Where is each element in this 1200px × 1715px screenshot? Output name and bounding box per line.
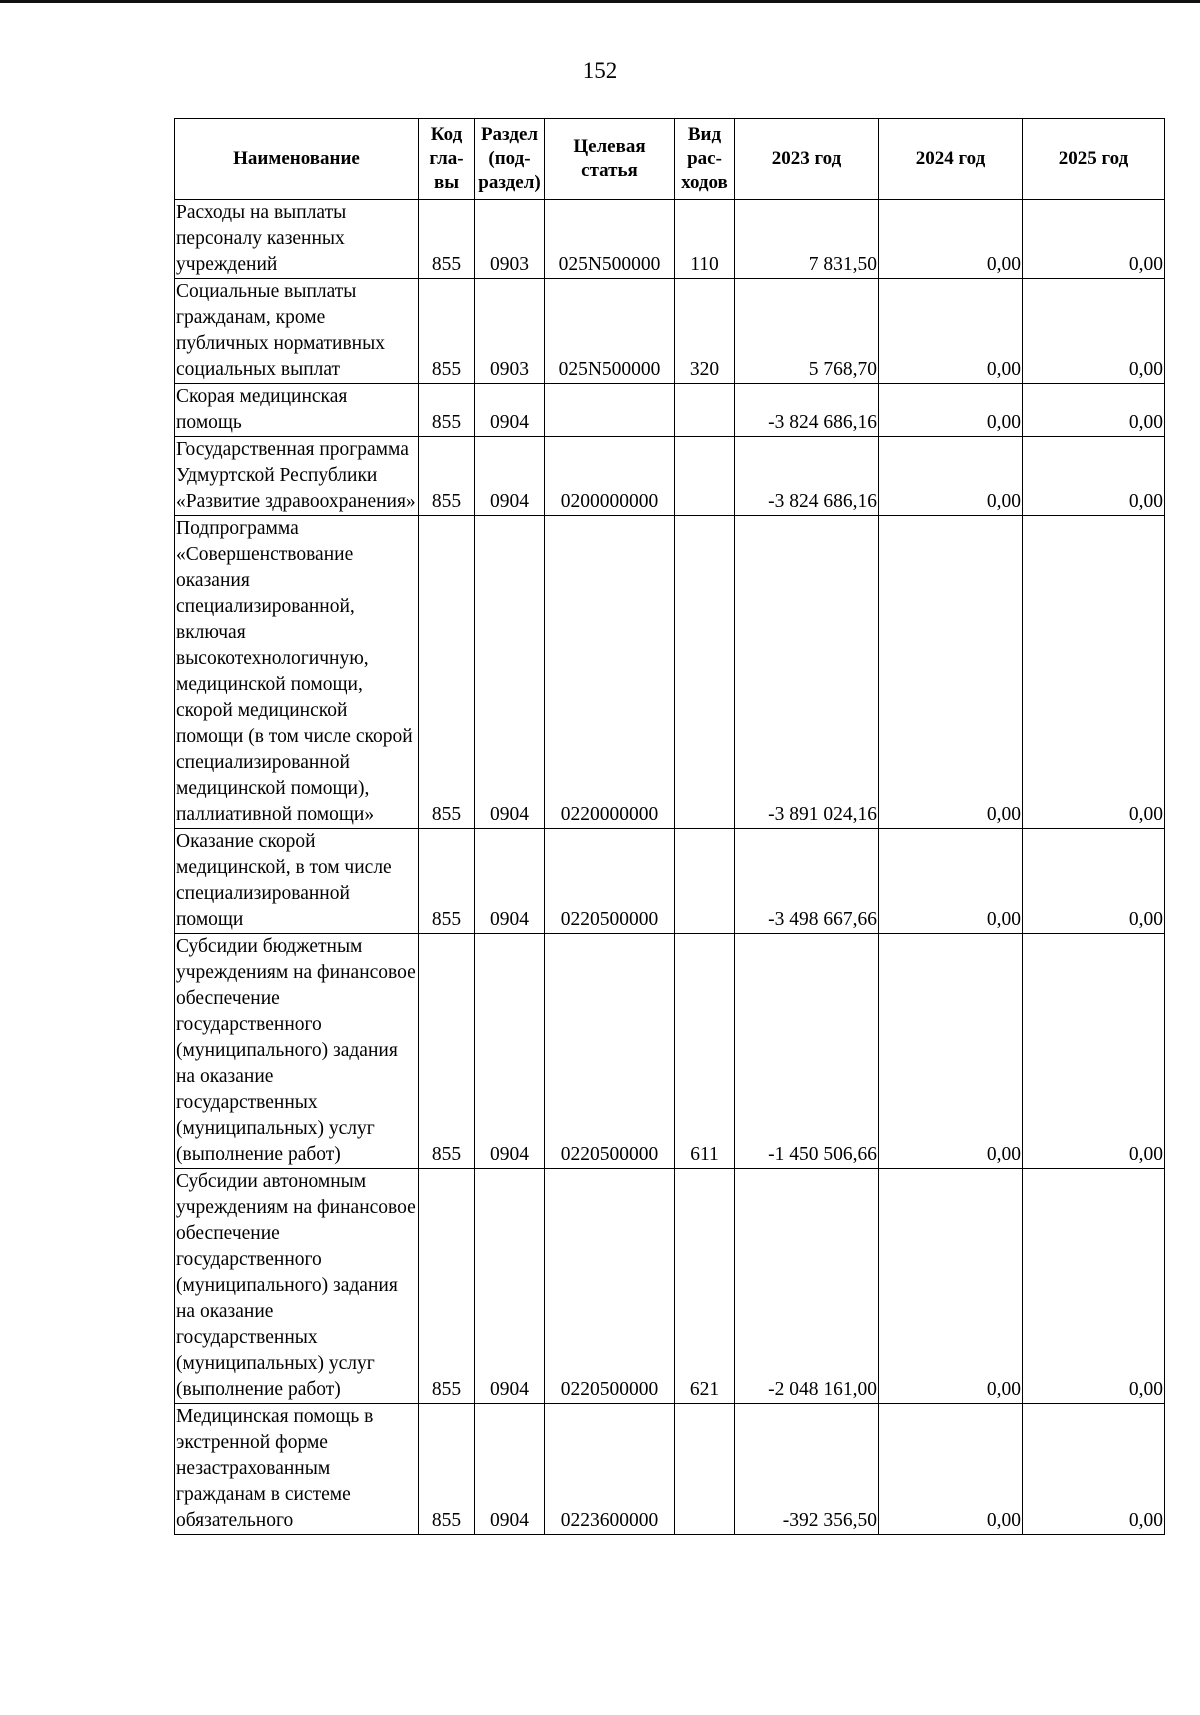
row-section: 0904 (475, 384, 545, 437)
row-expense-type (675, 1404, 735, 1535)
row-chapter-code: 855 (419, 1169, 475, 1404)
header-target-article-line-1: Целевая (573, 136, 646, 157)
row-name: Медицинская помощь в экстренной форме незастрахованным гражданам в системе обязательного (175, 1404, 419, 1535)
row-amount-2025: 0,00 (1023, 1404, 1165, 1535)
row-target-article: 0220000000 (545, 516, 675, 829)
row-amount-2024: 0,00 (879, 437, 1023, 516)
row-chapter-code: 855 (419, 200, 475, 279)
row-target-article: 0220500000 (545, 934, 675, 1169)
header-expense-type-line-3: ходов (681, 172, 728, 193)
row-expense-type (675, 384, 735, 437)
row-section: 0904 (475, 1169, 545, 1404)
row-name: Подпрограмма «Совершенствование оказания специализированной, включая высокотехнологичную, медицинской помощи, скорой медицинской помощи (в том числе скорой специализированной медицинской помощи), паллиативной помощи» (175, 516, 419, 829)
row-section: 0904 (475, 516, 545, 829)
header-section-line-2: (под- (488, 148, 531, 169)
row-expense-type (675, 437, 735, 516)
row-section: 0904 (475, 437, 545, 516)
header-expense-type-line-1: Вид (687, 124, 722, 145)
row-chapter-code: 855 (419, 279, 475, 384)
row-amount-2023: 5 768,70 (735, 279, 879, 384)
table-row (175, 384, 1165, 437)
header-2023: 2023 год (735, 119, 879, 200)
budget-table (174, 118, 1165, 1535)
row-amount-2025: 0,00 (1023, 934, 1165, 1169)
header-section (475, 119, 545, 200)
row-expense-type: 611 (675, 934, 735, 1169)
row-amount-2025: 0,00 (1023, 437, 1165, 516)
row-chapter-code: 855 (419, 829, 475, 934)
row-section: 0904 (475, 1404, 545, 1535)
row-amount-2023: 7 831,50 (735, 200, 879, 279)
row-amount-2025: 0,00 (1023, 1169, 1165, 1404)
row-name: Государственная программа Удмуртской Республики «Развитие здравоохранения» (175, 437, 419, 516)
table-row (175, 516, 1165, 829)
table-row (175, 437, 1165, 516)
row-amount-2024: 0,00 (879, 829, 1023, 934)
row-expense-type: 621 (675, 1169, 735, 1404)
row-amount-2023: -392 356,50 (735, 1404, 879, 1535)
page-number: 152 (582, 58, 618, 83)
row-section: 0903 (475, 200, 545, 279)
row-chapter-code: 855 (419, 437, 475, 516)
table-row (175, 1169, 1165, 1404)
row-amount-2024: 0,00 (879, 279, 1023, 384)
header-chapter-code-line-3: вы (433, 172, 460, 193)
row-amount-2025: 0,00 (1023, 279, 1165, 384)
row-chapter-code: 855 (419, 934, 475, 1169)
row-target-article: 0200000000 (545, 437, 675, 516)
row-amount-2024: 0,00 (879, 384, 1023, 437)
row-target-article: 0220500000 (545, 1169, 675, 1404)
header-chapter-code-line-1: Код (430, 124, 463, 145)
header-target-article-line-2: статья (581, 160, 638, 181)
row-amount-2025: 0,00 (1023, 516, 1165, 829)
header-chapter-code-line-2: гла- (429, 148, 464, 169)
header-2024: 2024 год (879, 119, 1023, 200)
header-target-article (545, 119, 675, 200)
scan-top-edge (0, 0, 1200, 3)
table-row (175, 934, 1165, 1169)
row-amount-2024: 0,00 (879, 200, 1023, 279)
table-row (175, 1404, 1165, 1535)
row-amount-2023: -3 498 667,66 (735, 829, 879, 934)
header-chapter-code (419, 119, 475, 200)
row-expense-type: 110 (675, 200, 735, 279)
row-chapter-code: 855 (419, 1404, 475, 1535)
row-section: 0903 (475, 279, 545, 384)
header-section-line-3: раздел) (478, 172, 541, 193)
table-row (175, 829, 1165, 934)
row-name: Субсидии бюджетным учреждениям на финансовое обеспечение государственного (муниципального) задания на оказание государственных (муниципальных) услуг (выполнение работ) (175, 934, 419, 1169)
row-expense-type (675, 516, 735, 829)
row-amount-2025: 0,00 (1023, 384, 1165, 437)
header-expense-type (675, 119, 735, 200)
row-name: Социальные выплаты гражданам, кроме публичных нормативных социальных выплат (175, 279, 419, 384)
header-section-line-1: Раздел (480, 124, 539, 145)
row-amount-2023: -3 891 024,16 (735, 516, 879, 829)
row-target-article: 025N500000 (545, 200, 675, 279)
row-name: Расходы на выплаты персоналу казенных учреждений (175, 200, 419, 279)
table-row (175, 200, 1165, 279)
row-target-article (545, 384, 675, 437)
row-chapter-code: 855 (419, 516, 475, 829)
row-amount-2025: 0,00 (1023, 200, 1165, 279)
row-chapter-code: 855 (419, 384, 475, 437)
row-section: 0904 (475, 829, 545, 934)
row-amount-2024: 0,00 (879, 1169, 1023, 1404)
row-amount-2024: 0,00 (879, 1404, 1023, 1535)
row-amount-2023: -3 824 686,16 (735, 384, 879, 437)
row-name: Скорая медицинская помощь (175, 384, 419, 437)
row-section: 0904 (475, 934, 545, 1169)
row-amount-2025: 0,00 (1023, 829, 1165, 934)
row-name: Субсидии автономным учреждениям на финансовое обеспечение государственного (муниципального) задания на оказание государственных (муниципальных) услуг (выполнение работ) (175, 1169, 419, 1404)
table-row (175, 279, 1165, 384)
row-expense-type: 320 (675, 279, 735, 384)
header-expense-type-line-2: рас- (687, 148, 722, 169)
table-header-row (175, 119, 1165, 200)
row-amount-2024: 0,00 (879, 934, 1023, 1169)
row-expense-type (675, 829, 735, 934)
row-amount-2023: -1 450 506,66 (735, 934, 879, 1169)
header-2025: 2025 год (1023, 119, 1165, 200)
row-amount-2024: 0,00 (879, 516, 1023, 829)
row-amount-2023: -2 048 161,00 (735, 1169, 879, 1404)
row-name: Оказание скорой медицинской, в том числе специализированной помощи (175, 829, 419, 934)
row-amount-2023: -3 824 686,16 (735, 437, 879, 516)
row-target-article: 0220500000 (545, 829, 675, 934)
row-target-article: 0223600000 (545, 1404, 675, 1535)
header-name: Наименование (175, 119, 419, 200)
row-target-article: 025N500000 (545, 279, 675, 384)
